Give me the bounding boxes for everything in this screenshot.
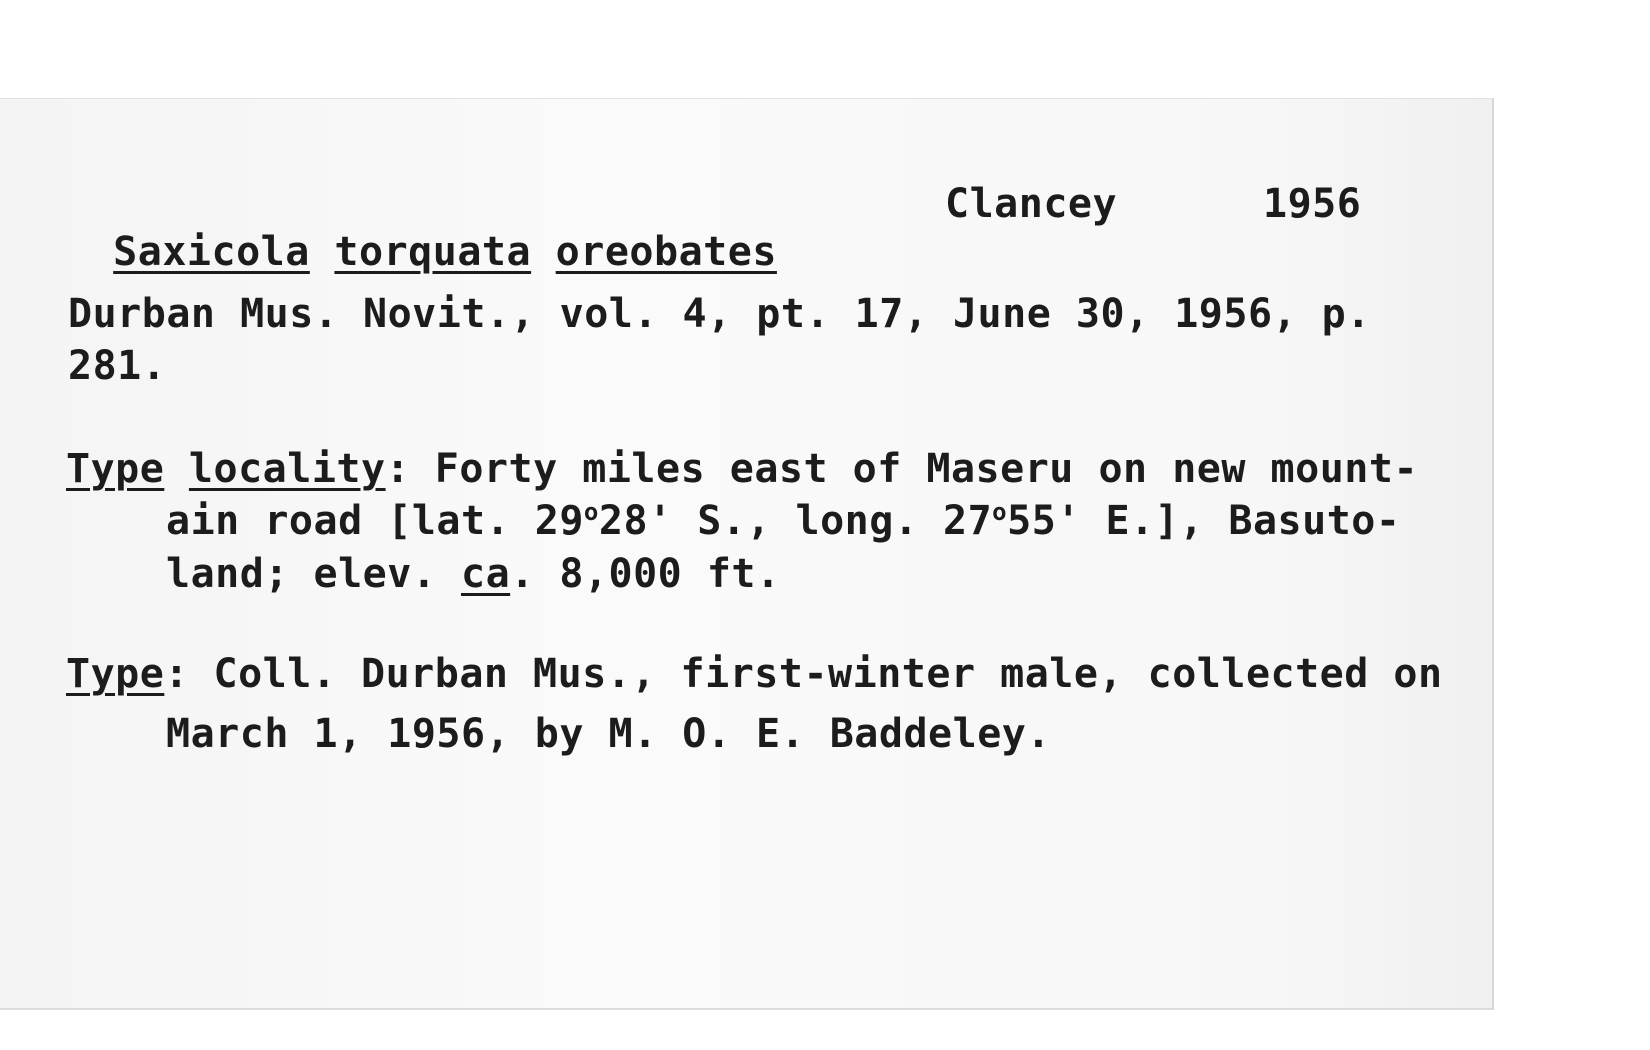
type-text: : Coll. Durban Mus., first-winter male, collected on xyxy=(164,651,1443,697)
type-locality-line-1: Type locality: Forty miles east of Maseru on new mount- xyxy=(66,446,1419,492)
year: 1956 xyxy=(1263,181,1362,227)
type-line-2: March 1, 1956, by M. O. E. Baddeley. xyxy=(166,711,1051,757)
type-locality-line-2: ain road [lat. 29$^o$28' S., long. 27$^o$55' E.], Basuto- xyxy=(166,498,1401,544)
citation-line-2: 281. xyxy=(68,343,167,389)
taxon-name xyxy=(64,180,777,276)
degree-mark: o xyxy=(992,498,1008,526)
type-locality-line-3: land; elev. ca. 8,000 ft. xyxy=(166,551,781,597)
circa-abbrev: ca xyxy=(460,551,511,597)
locality-label: locality xyxy=(188,446,386,492)
subspecies: oreobates xyxy=(555,229,777,275)
genus: Saxicola xyxy=(113,229,310,275)
author: Clancey xyxy=(945,181,1118,227)
type-line-1 xyxy=(66,650,1443,698)
species: torquata xyxy=(334,229,532,275)
type-label: Type xyxy=(66,446,165,492)
type-specimen-label: Type xyxy=(66,651,165,697)
locality-text: Forty miles east of Maseru on new mount- xyxy=(410,446,1419,492)
citation-line-1: Durban Mus. Novit., vol. 4, pt. 17, June 30, 1956, p. xyxy=(68,291,1371,337)
degree-mark: o xyxy=(583,498,599,526)
